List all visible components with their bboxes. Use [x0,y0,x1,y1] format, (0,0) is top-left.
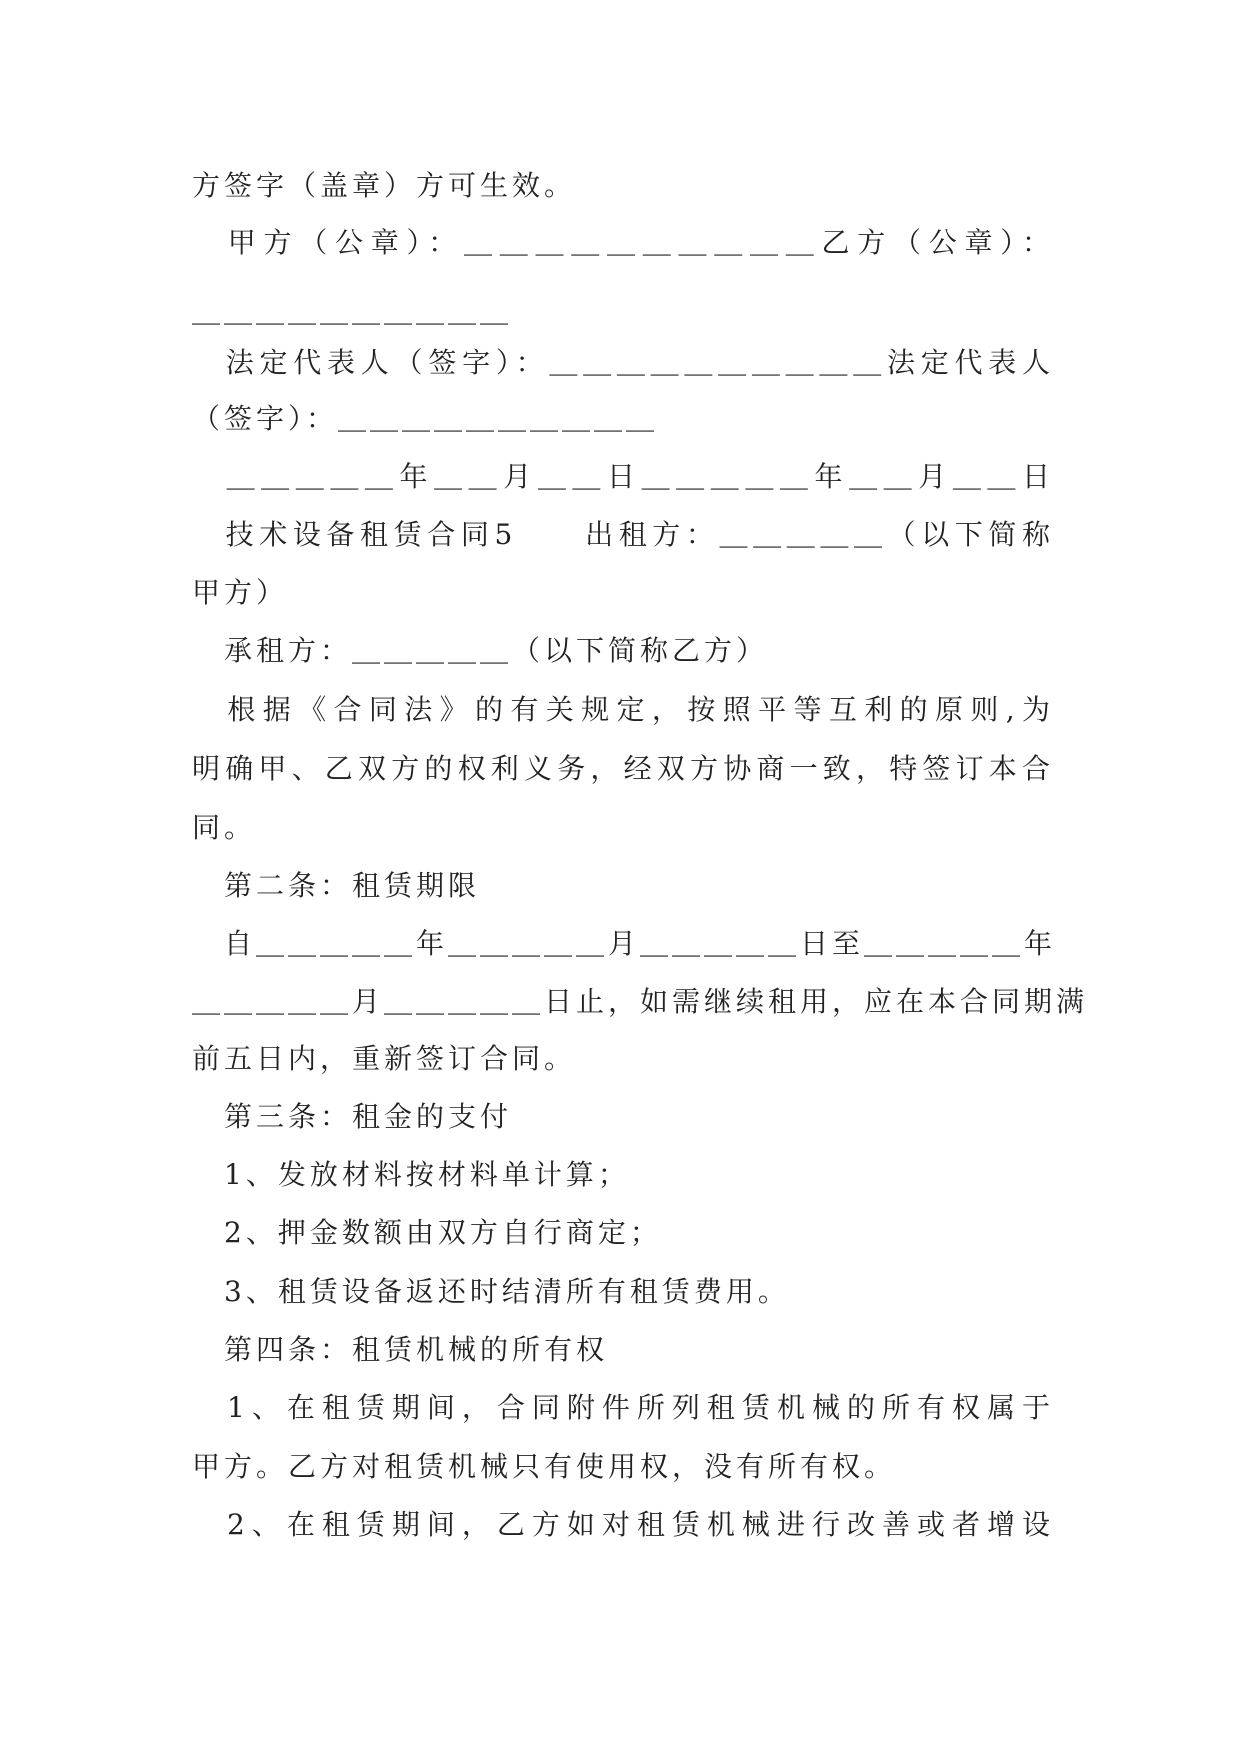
list-item: 2、在租赁期间，乙方如对租赁机械进行改善或者增设 [192,1508,1054,1541]
section-heading: 第三条：租金的支付 [192,1100,513,1133]
text-line: 甲方） [192,576,289,609]
text-line: ＿＿＿＿＿月＿＿＿＿＿日止，如需继续租用，应在本合同期满 [192,985,1089,1018]
text-line: 承租方：＿＿＿＿＿（以下简称乙方） [192,634,769,667]
text-line: ＿＿＿＿＿＿＿＿＿＿ [192,295,513,328]
text-line: 技术设备租赁合同5 出租方：＿＿＿＿＿（以下简称 [192,518,1054,551]
section-heading: 第四条：租赁机械的所有权 [192,1333,609,1366]
text-line: 自＿＿＿＿＿年＿＿＿＿＿月＿＿＿＿＿日至＿＿＿＿＿年 [192,927,1057,960]
text-line: 法定代表人（签字）：＿＿＿＿＿＿＿＿＿＿法定代表人 [192,346,1054,379]
text-line: （签字）：＿＿＿＿＿＿＿＿＿＿ [192,402,659,435]
list-item: 1、在租赁期间，合同附件所列租赁机械的所有权属于 [192,1391,1054,1424]
list-item: 2、押金数额由双方自行商定； [192,1216,662,1249]
text-line: ＿＿＿＿＿年＿＿月＿＿日＿＿＿＿＿年＿＿月＿＿日 [192,460,1054,493]
section-heading: 第二条：租赁期限 [192,869,481,902]
text-line: 明确甲、乙双方的权利义务，经双方协商一致，特签订本合 [192,752,1054,785]
text-line: 前五日内，重新签订合同。 [192,1042,577,1075]
text-line: 甲方。乙方对租赁机械只有使用权，没有所有权。 [192,1450,897,1483]
list-item: 1、发放材料按材料单计算； [192,1158,630,1191]
text-line: 甲方（公章）：＿＿＿＿＿＿＿＿＿＿乙方（公章）： [192,226,1054,259]
text-line: 方签字（盖章）方可生效。 [192,169,577,202]
list-item: 3、租赁设备返还时结清所有租赁费用。 [192,1275,790,1308]
text-line: 根据《合同法》的有关规定，按照平等互利的原则,为 [192,693,1054,726]
text-line: 同。 [192,811,257,844]
